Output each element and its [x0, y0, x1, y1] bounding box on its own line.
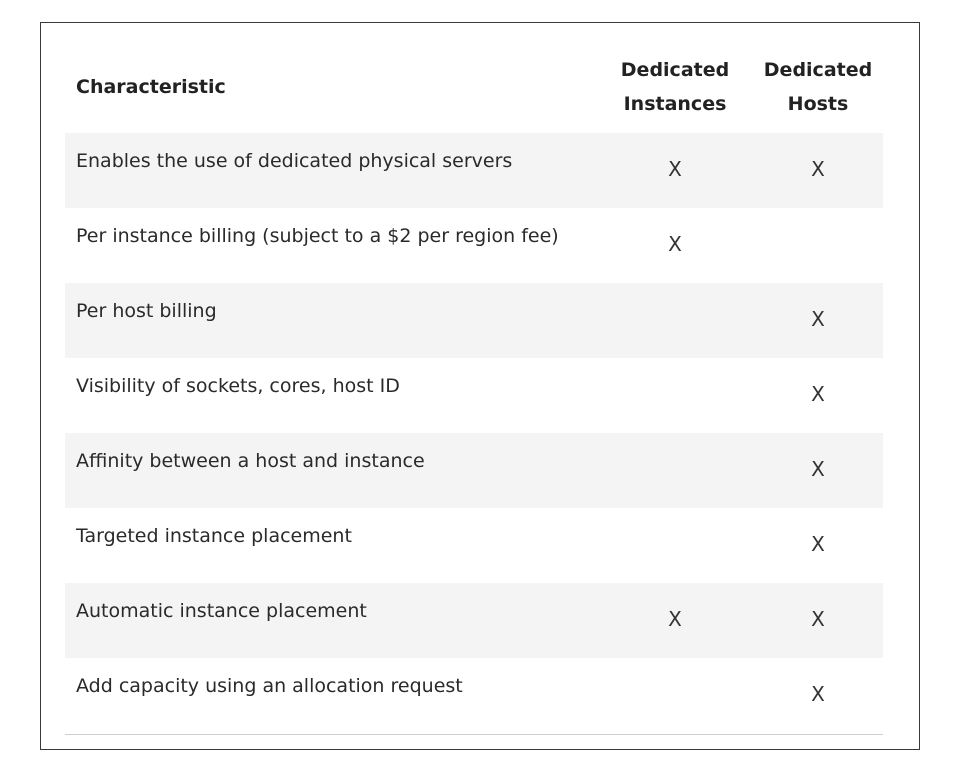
row-characteristic: Add capacity using an allocation request: [76, 675, 463, 697]
row-characteristic: Automatic instance placement: [76, 600, 367, 622]
dedicated-hosts-mark: X: [811, 607, 825, 631]
comparison-table-frame: [40, 22, 920, 750]
row-characteristic: Visibility of sockets, cores, host ID: [76, 375, 400, 397]
table-bottom-divider: [65, 734, 883, 735]
header-dedicated-instances: [610, 53, 740, 121]
dedicated-hosts-mark: X: [811, 382, 825, 406]
header-dedicated-instances-line-2: Instances: [623, 93, 727, 115]
dedicated-hosts-mark: X: [811, 157, 825, 181]
header-characteristic: Characteristic: [76, 76, 226, 98]
table-row: [65, 133, 883, 208]
dedicated-instances-mark: X: [668, 232, 682, 256]
header-dedicated-instances-line-1: Dedicated: [620, 59, 730, 81]
table-row: [65, 433, 883, 508]
row-characteristic: Affinity between a host and instance: [76, 450, 425, 472]
table-header: [65, 23, 883, 133]
table-row: [65, 358, 883, 433]
header-dedicated-hosts: [753, 53, 883, 121]
header-dedicated-hosts-line-1: Dedicated: [763, 59, 873, 81]
header-dedicated-hosts-line-2: Hosts: [787, 93, 849, 115]
table-row: [65, 583, 883, 658]
table-row: [65, 283, 883, 358]
row-characteristic: Per host billing: [76, 300, 217, 322]
dedicated-hosts-mark: X: [811, 457, 825, 481]
row-characteristic: Enables the use of dedicated physical servers: [76, 150, 513, 172]
table-row: [65, 658, 883, 733]
table-row: [65, 508, 883, 583]
comparison-table: [65, 23, 883, 735]
dedicated-hosts-mark: X: [811, 682, 825, 706]
dedicated-instances-mark: X: [668, 157, 682, 181]
dedicated-hosts-mark: X: [811, 532, 825, 556]
table-row: [65, 208, 883, 283]
dedicated-instances-mark: X: [668, 607, 682, 631]
dedicated-hosts-mark: X: [811, 307, 825, 331]
row-characteristic: Targeted instance placement: [76, 525, 352, 547]
row-characteristic: Per instance billing (subject to a $2 per region fee): [76, 225, 559, 247]
